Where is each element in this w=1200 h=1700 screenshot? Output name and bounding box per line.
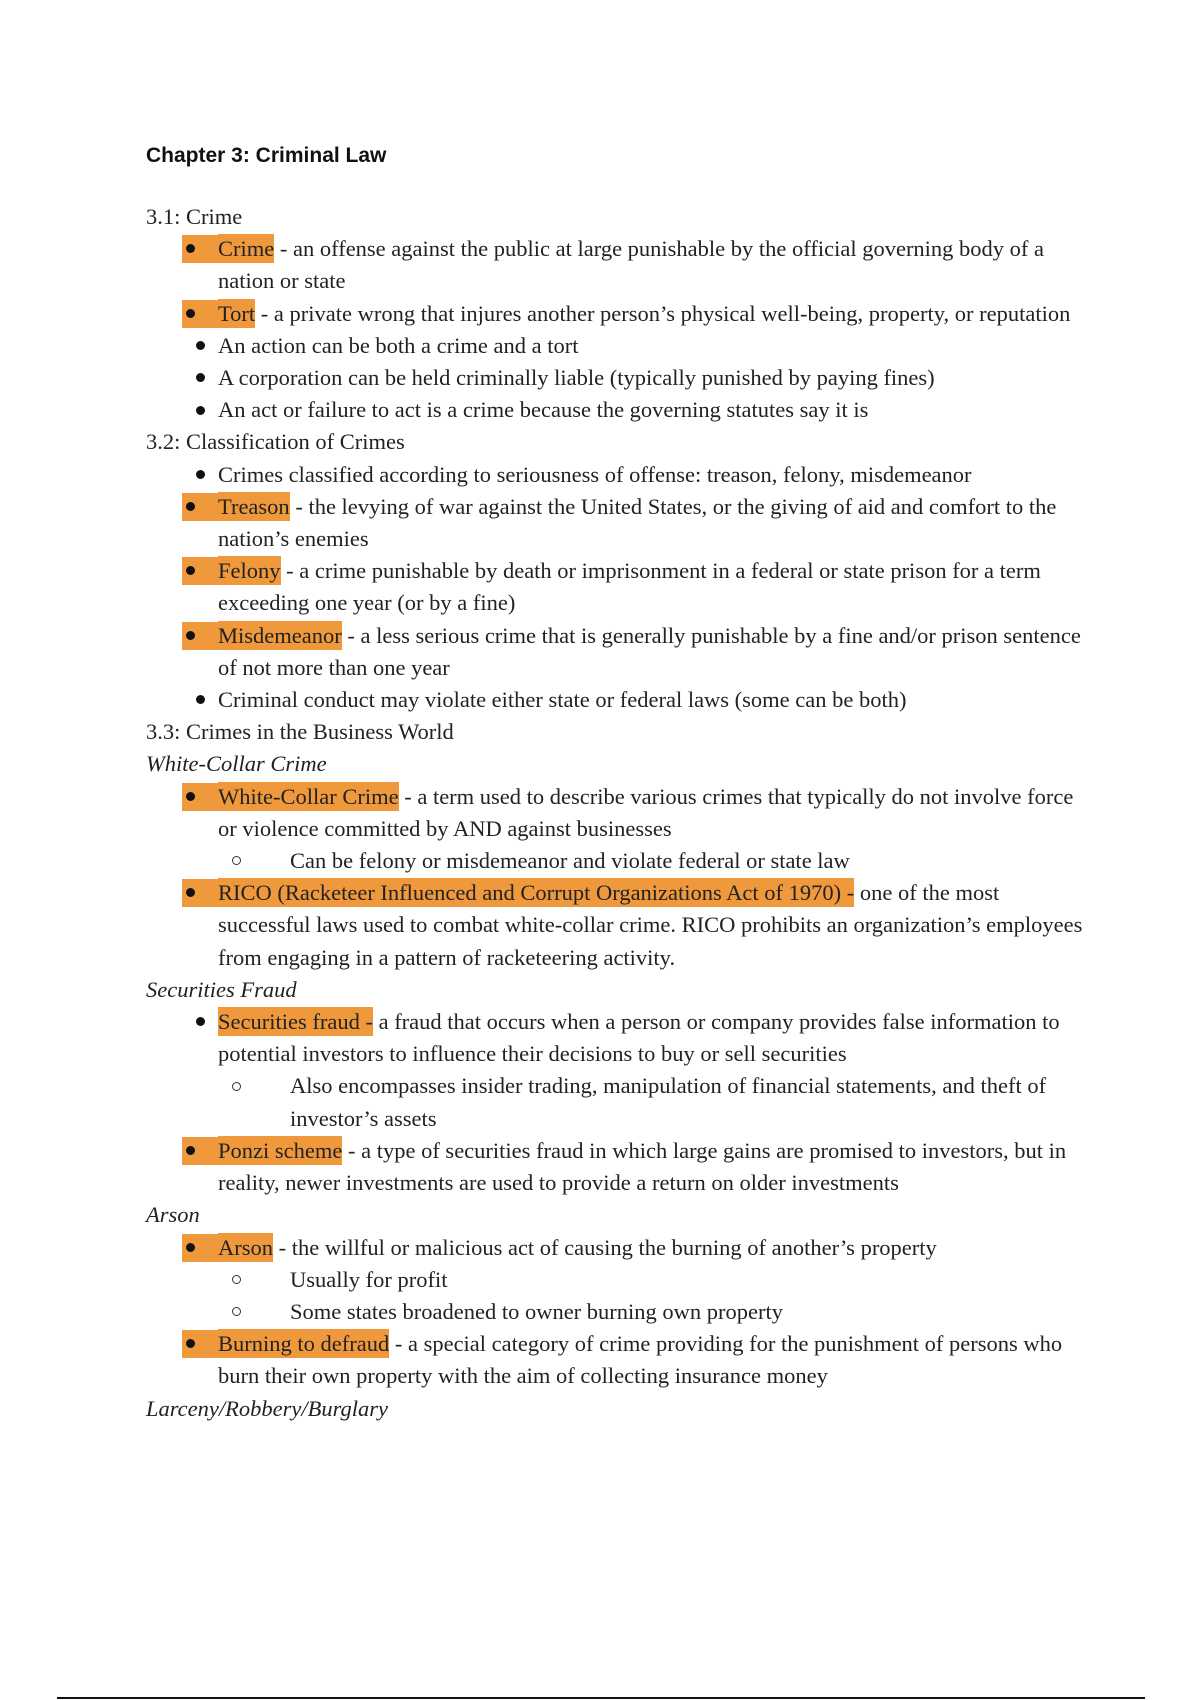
term-separator: - — [398, 783, 418, 809]
highlighted-bullet-icon — [182, 1330, 218, 1358]
circle-icon — [232, 1082, 241, 1091]
item-text: An act or failure to act is a crime because the governing statutes say it is — [218, 397, 869, 423]
sub-list-item — [218, 1070, 1096, 1134]
hollow-bullet-icon — [218, 1070, 254, 1102]
list-item — [146, 394, 1096, 426]
subsection-heading: Securities Fraud — [146, 976, 297, 1002]
page-bottom-rule — [57, 1697, 1145, 1699]
bullet-dot-icon — [196, 373, 205, 382]
bullet-dot-icon — [186, 244, 195, 253]
sub-item-text: Can be felony or misdemeanor and violate federal or state law — [290, 848, 850, 874]
bullet-list — [146, 233, 1096, 426]
definition-text: the levying of war against the United States, or the giving of aid and comfort to the nation’s enemies — [218, 493, 1057, 552]
sub-item-text: Also encompasses insider trading, manipulation of financial statements, and theft of investor’s assets — [290, 1073, 1047, 1131]
highlighted-bullet-icon — [182, 622, 218, 650]
definition-item — [146, 781, 1096, 878]
highlighted-term: Arson — [218, 1234, 273, 1260]
bullet-dot-icon — [186, 792, 195, 801]
bullet-dot-icon — [186, 566, 195, 575]
bullet-dot-icon — [186, 309, 195, 318]
highlighted-bullet-icon — [182, 557, 218, 585]
definition-item — [146, 1328, 1096, 1392]
term-separator: - — [273, 1234, 292, 1260]
definition-item — [146, 620, 1096, 684]
sub-bullet-list — [218, 1070, 1096, 1134]
definition-item — [146, 555, 1096, 619]
hollow-bullet-icon — [218, 1264, 254, 1296]
sub-bullet-list — [218, 1264, 1096, 1328]
highlighted-term: Crime — [218, 236, 275, 262]
bullet-dot-icon — [196, 341, 205, 350]
highlighted-bullet-icon — [182, 1137, 218, 1165]
definition-item — [146, 877, 1096, 974]
definition-item — [146, 298, 1096, 330]
highlighted-bullet-icon — [182, 1234, 218, 1262]
item-text: Criminal conduct may violate either state or federal laws (some can be both) — [218, 687, 907, 713]
section-heading: 3.1: Crime — [146, 204, 243, 229]
term-separator: - — [289, 493, 309, 519]
bullet-dot-icon — [196, 470, 205, 479]
bullet-icon — [182, 459, 218, 491]
term-separator: - — [280, 558, 300, 584]
definition-item — [146, 1135, 1096, 1199]
highlighted-term: Securities fraud - — [218, 1009, 373, 1035]
highlighted-term: Tort — [218, 300, 256, 326]
circle-icon — [232, 1307, 241, 1316]
bullet-icon — [182, 362, 218, 394]
highlighted-bullet-icon — [182, 493, 218, 521]
section-heading: 3.2: Classification of Crimes — [146, 429, 405, 455]
document-body — [146, 201, 1096, 1425]
highlighted-bullet-icon — [182, 235, 218, 263]
bullet-icon — [182, 330, 218, 362]
definition-text: a private wrong that injures another person’s physical well-being, property, or reputation — [273, 300, 1071, 326]
bullet-dot-icon — [196, 695, 205, 704]
definition-item — [146, 1006, 1096, 1135]
definition-item — [146, 233, 1096, 297]
list-item — [146, 459, 1096, 491]
highlighted-term: White-Collar Crime — [218, 783, 399, 809]
highlighted-bullet-icon — [182, 879, 218, 907]
highlighted-term: Misdemeanor — [218, 622, 342, 648]
definition-text: a type of securities fraud in which large gains are promised to investors, but in reality, newer investments are used to provide a return on older investments — [218, 1137, 1067, 1196]
term-separator: - — [389, 1331, 408, 1357]
bullet-icon — [182, 1006, 218, 1038]
highlighted-term: RICO (Racketeer Influenced and Corrupt Organizations Act of 1970) - — [218, 880, 855, 906]
highlighted-term: Treason — [218, 493, 290, 519]
bullet-dot-icon — [186, 631, 195, 640]
item-text: Crimes classified according to seriousness of offense: treason, felony, misdemeanor — [218, 461, 972, 487]
list-item — [146, 330, 1096, 362]
highlighted-term: Burning to defraud — [218, 1331, 390, 1357]
highlighted-term: Felony — [218, 558, 281, 584]
sub-list-item — [218, 1296, 1096, 1328]
definition-text: the willful or malicious act of causing the burning of another’s property — [291, 1234, 937, 1260]
definition-text: an offense against the public at large punishable by the official governing body of a nation or state — [218, 236, 1045, 294]
sub-bullet-list — [218, 845, 1096, 877]
term-separator: - — [341, 622, 361, 648]
hollow-bullet-icon — [218, 845, 254, 877]
bullet-list — [146, 1006, 1096, 1199]
subsection-heading: White-Collar Crime — [146, 751, 327, 777]
definition-text: a special category of crime providing for the punishment of persons who burn their own property with the aim of collecting insurance money — [218, 1331, 1063, 1389]
definition-item — [146, 1232, 1096, 1329]
sub-list-item — [218, 845, 1096, 877]
circle-icon — [232, 856, 241, 865]
list-item — [146, 684, 1096, 716]
highlighted-bullet-icon — [182, 783, 218, 811]
subsection-heading: Larceny/Robbery/Burglary — [146, 1395, 389, 1421]
bullet-list — [146, 459, 1096, 717]
bullet-dot-icon — [186, 1243, 195, 1252]
bullet-list — [146, 1232, 1096, 1393]
circle-icon — [232, 1275, 241, 1284]
definition-text: a crime punishable by death or imprisonment in a federal or state prison for a term exceeding one year (or by a fine) — [218, 558, 1041, 616]
bullet-list — [146, 781, 1096, 974]
sub-list-item — [218, 1264, 1096, 1296]
highlighted-term: Ponzi scheme — [218, 1137, 343, 1163]
term-separator: - — [342, 1137, 362, 1163]
page-title: Chapter 3: Criminal Law — [146, 144, 387, 167]
item-text: A corporation can be held criminally liable (typically punished by paying fines) — [218, 365, 935, 391]
hollow-bullet-icon — [218, 1296, 254, 1328]
sub-item-text: Some states broadened to owner burning own property — [290, 1298, 784, 1324]
definition-text: a term used to describe various crimes that typically do not involve force or violence committed by AND against businesses — [218, 783, 1074, 841]
list-item — [146, 362, 1096, 394]
bullet-dot-icon — [196, 1017, 205, 1026]
term-separator: - — [274, 236, 293, 262]
definition-text: a fraud that occurs when a person or company provides false information to potential investors to influence their decisions to buy or sell securities — [218, 1009, 1060, 1067]
item-text: An action can be both a crime and a tort — [218, 332, 579, 358]
bullet-dot-icon — [186, 1339, 195, 1348]
definition-text: a less serious crime that is generally punishable by a fine and/or prison sentence of not more than one year — [218, 622, 1081, 680]
definition-text: one of the most successful laws used to combat white-collar crime. RICO prohibits an organization’s employees from engaging in a pattern of racketeering activity. — [218, 880, 1083, 970]
bullet-icon — [182, 684, 218, 716]
definition-item — [146, 491, 1096, 555]
sub-item-text: Usually for profit — [290, 1266, 448, 1292]
bullet-dot-icon — [196, 406, 205, 415]
bullet-dot-icon — [186, 502, 195, 511]
bullet-dot-icon — [186, 1146, 195, 1155]
bullet-icon — [182, 394, 218, 426]
subsection-heading: Arson — [146, 1202, 200, 1228]
highlighted-bullet-icon — [182, 300, 218, 328]
section-heading: 3.3: Crimes in the Business World — [146, 719, 454, 745]
term-separator: - — [255, 300, 274, 326]
bullet-dot-icon — [186, 888, 195, 897]
